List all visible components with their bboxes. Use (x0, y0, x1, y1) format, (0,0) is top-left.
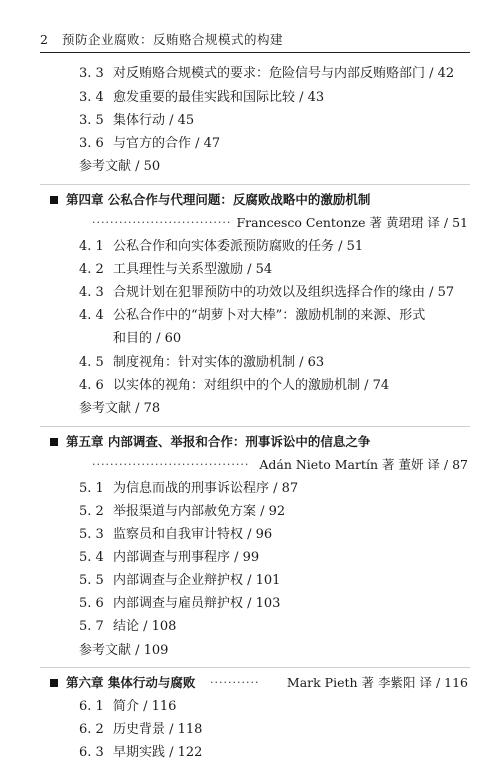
section-number: 5. 4 (79, 550, 104, 565)
leader-dots: ··········· (210, 676, 260, 689)
toc-entry[interactable] (0, 547, 500, 569)
toc-entry[interactable] (0, 524, 500, 546)
chapter-byline (0, 454, 500, 476)
toc-entry[interactable] (0, 719, 500, 741)
chapter-bullet-icon (50, 196, 58, 204)
toc-entry[interactable] (0, 63, 500, 85)
section-title: 制度视角：针对实体的激励机制 / 63 (113, 355, 325, 370)
section-number: 4. 5 (79, 355, 104, 370)
chapter-title: 第六章 集体行动与腐败 (66, 675, 196, 690)
section-title: 与官方的合作 / 47 (113, 136, 221, 151)
section-title: 结论 / 108 (113, 619, 177, 634)
section-number: 6. 1 (79, 699, 104, 714)
section-title: 早期实践 / 122 (113, 745, 203, 760)
references-entry[interactable] (0, 640, 500, 662)
section-divider (40, 184, 470, 185)
section-number: 5. 2 (79, 504, 104, 519)
section-number: 5. 3 (79, 527, 104, 542)
chapter-heading-4[interactable] (0, 189, 500, 211)
section-number: 5. 5 (79, 573, 104, 588)
section-divider (40, 667, 470, 668)
chapter-byline (0, 212, 500, 234)
references-label: 参考文献 / 109 (79, 643, 169, 658)
section-title: 和目的 / 60 (113, 331, 182, 346)
section-title: 举报渠道与内部赦免方案 / 92 (113, 504, 286, 519)
leader-dots: ······························· (92, 216, 232, 229)
chapter-title: 第五章 内部调查、举报和合作：刑事诉讼中的信息之争 (66, 434, 371, 449)
toc-entry[interactable] (0, 696, 500, 718)
section-divider (40, 426, 470, 427)
toc-entry[interactable] (0, 570, 500, 592)
chapter-bullet-icon (50, 438, 58, 446)
references-entry[interactable] (0, 398, 500, 420)
section-number: 3. 4 (79, 90, 104, 105)
toc-entry[interactable] (0, 593, 500, 615)
section-number: 4. 4 (79, 308, 104, 323)
toc-entry[interactable] (0, 282, 500, 304)
section-number: 4. 1 (79, 239, 104, 254)
section-number: 6. 2 (79, 722, 104, 737)
toc-entry[interactable] (0, 742, 500, 764)
section-number: 6. 3 (79, 745, 104, 760)
toc-entry[interactable] (0, 236, 500, 258)
author-translator: Adán Nieto Martín 著 董妍 译 / 87 (259, 457, 468, 472)
toc-entry[interactable] (0, 305, 500, 327)
toc-entry[interactable] (0, 478, 500, 500)
section-title: 公私合作中的“胡萝卜对大棒”：激励机制的来源、形式 (113, 308, 426, 323)
section-number: 3. 3 (79, 66, 104, 81)
section-number: 3. 6 (79, 136, 104, 151)
section-title: 集体行动 / 45 (113, 113, 195, 128)
chapter-title: 第四章 公私合作与代理问题：反腐败战略中的激励机制 (66, 192, 371, 207)
chapter-bullet-icon (50, 679, 58, 687)
section-title: 简介 / 116 (113, 699, 177, 714)
section-number: 3. 5 (79, 113, 104, 128)
section-title: 公私合作和向实体委派预防腐败的任务 / 51 (113, 239, 364, 254)
book-title: 预防企业腐败：反贿赂合规模式的构建 (62, 32, 284, 47)
section-title: 为信息而战的刑事诉讼程序 / 87 (113, 481, 299, 496)
references-label: 参考文献 / 50 (79, 159, 161, 174)
chapter-heading-6[interactable] (0, 672, 500, 694)
section-title: 监察员和自我审计特权 / 96 (113, 527, 273, 542)
toc-entry-continuation[interactable] (0, 328, 500, 350)
section-title: 合规计划在犯罪预防中的功效以及组织选择合作的缘由 / 57 (113, 285, 455, 300)
toc-entry[interactable] (0, 87, 500, 109)
section-number: 5. 7 (79, 619, 104, 634)
section-number: 4. 3 (79, 285, 104, 300)
header-rule (40, 52, 470, 53)
section-title: 历史背景 / 118 (113, 722, 203, 737)
section-number: 4. 6 (79, 378, 104, 393)
toc-entry[interactable] (0, 501, 500, 523)
section-title: 内部调查与企业辩护权 / 101 (113, 573, 281, 588)
leader-dots: ··································· (92, 458, 250, 471)
running-header (40, 30, 470, 50)
section-title: 愈发重要的最佳实践和国际比较 / 43 (113, 90, 325, 105)
author-translator: Francesco Centonze 著 黄珺珺 译 / 51 (236, 215, 468, 230)
references-label: 参考文献 / 78 (79, 401, 161, 416)
toc-entry[interactable] (0, 259, 500, 281)
section-title: 工具理性与关系型激励 / 54 (113, 262, 273, 277)
page-number: 2 (40, 32, 48, 47)
toc-entry[interactable] (0, 133, 500, 155)
section-title: 以实体的视角：对组织中的个人的激励机制 / 74 (113, 378, 390, 393)
section-title: 内部调查与雇员辩护权 / 103 (113, 596, 281, 611)
toc-entry[interactable] (0, 375, 500, 397)
toc-entry[interactable] (0, 110, 500, 132)
section-number: 4. 2 (79, 262, 104, 277)
section-title: 内部调查与刑事程序 / 99 (113, 550, 260, 565)
section-title: 对反贿赂合规模式的要求：危险信号与内部反贿赂部门 / 42 (113, 66, 455, 81)
section-number: 5. 6 (79, 596, 104, 611)
author-translator: Mark Pieth 著 李紫阳 译 / 116 (286, 675, 468, 690)
references-entry[interactable] (0, 156, 500, 178)
toc-entry[interactable] (0, 616, 500, 638)
toc-entry[interactable] (0, 352, 500, 374)
section-number: 5. 1 (79, 481, 104, 496)
chapter-heading-5[interactable] (0, 431, 500, 453)
